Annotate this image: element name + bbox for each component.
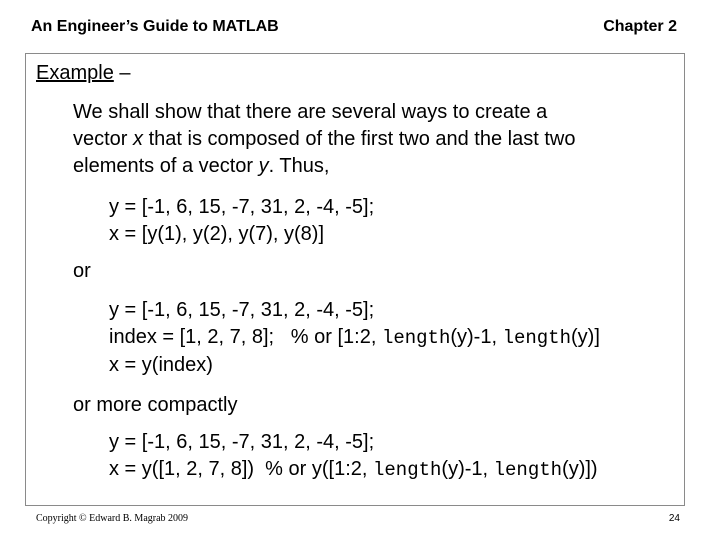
chapter-label: Chapter 2	[603, 18, 677, 35]
code-line: x = [y(1), y(2), y(7), y(8)]	[109, 223, 325, 245]
connector-or: or	[73, 260, 91, 282]
example-heading	[36, 61, 131, 85]
method1-code	[109, 194, 374, 248]
length-function: length	[502, 327, 571, 349]
length-function: length	[372, 459, 442, 481]
book-title: An Engineer’s Guide to MATLAB	[31, 18, 279, 35]
method3-code	[109, 429, 598, 484]
variable-x: x	[133, 128, 144, 150]
code-line: x = y([1, 2, 7, 8]) % or y([1:2, length(y)-1, length(y)])	[109, 458, 598, 481]
example-label: Example	[36, 62, 114, 84]
method2-code	[109, 297, 600, 379]
intro-line-3: elements of a vector y. Thus,	[73, 155, 330, 177]
intro-line-2: vector x that is composed of the first two and the last two	[73, 128, 576, 150]
intro-paragraph	[73, 99, 693, 180]
length-function: length	[493, 459, 563, 481]
code-line: y = [-1, 6, 15, -7, 31, 2, -4, -5];	[109, 431, 375, 453]
code-line: y = [-1, 6, 15, -7, 31, 2, -4, -5];	[109, 299, 375, 321]
code-line: index = [1, 2, 7, 8]; % or [1:2, length(y)-1, length(y)]	[109, 326, 600, 349]
connector-or-more-compactly: or more compactly	[73, 394, 238, 416]
example-dash: –	[113, 62, 131, 84]
code-line: x = y(index)	[109, 354, 213, 376]
variable-y: y	[258, 155, 269, 177]
code-line: y = [-1, 6, 15, -7, 31, 2, -4, -5];	[109, 196, 375, 218]
length-function: length	[381, 327, 451, 349]
page-number: 24	[668, 513, 680, 524]
intro-line-1: We shall show that there are several ways to create a	[73, 101, 548, 123]
copyright-notice: Copyright © Edward B. Magrab 2009	[36, 513, 189, 524]
